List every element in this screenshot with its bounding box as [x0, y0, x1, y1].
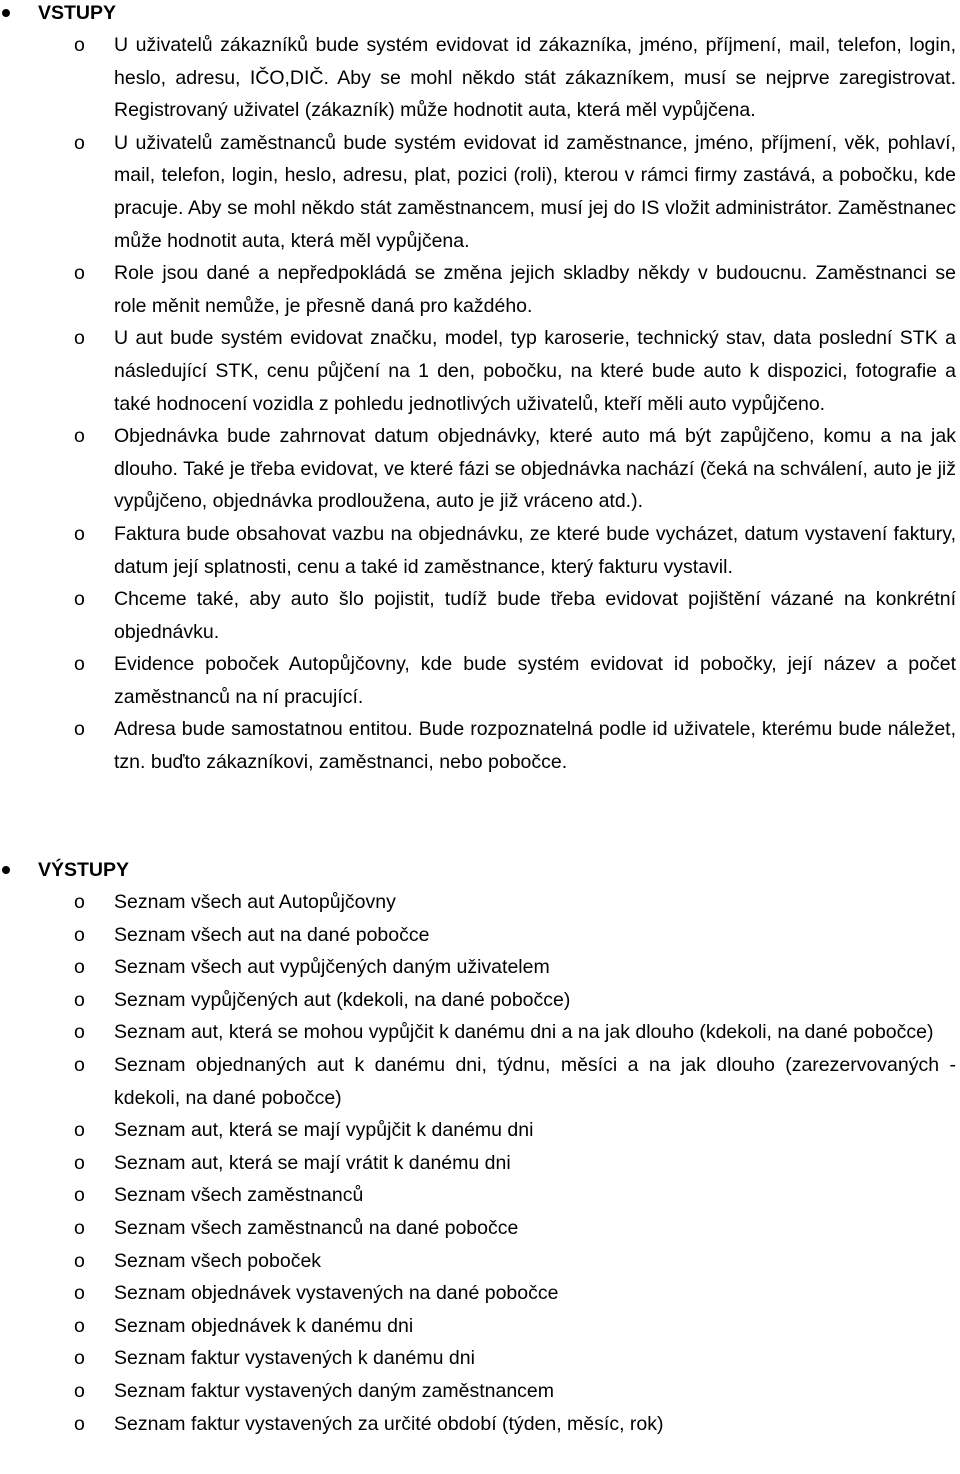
- list-item-text: Seznam faktur vystavených za určité období (týden, měsíc, rok): [114, 1412, 664, 1435]
- list-marker-icon: o: [74, 1249, 85, 1272]
- list-item-text: Seznam objednávek vystavených na dané pobočce: [114, 1282, 559, 1305]
- list-marker-icon: o: [74, 1282, 85, 1305]
- list-item-text: Seznam objednávek k danému dni: [114, 1314, 414, 1337]
- list-marker-icon: o: [74, 653, 85, 676]
- section-vystupy: [0, 854, 960, 1440]
- list-marker-icon: o: [74, 1379, 85, 1402]
- list-item: [0, 951, 960, 984]
- list-marker-icon: o: [74, 923, 85, 946]
- bullet-dot-icon: [2, 9, 10, 17]
- list-item: [0, 583, 960, 648]
- list-marker-icon: o: [74, 956, 85, 979]
- list-item-text: Seznam všech poboček: [114, 1249, 322, 1272]
- list-item-text: Seznam aut, která se mají vrátit k danému dni: [114, 1151, 511, 1174]
- list-item: [0, 518, 960, 583]
- list-item-text: Seznam faktur vystavených k danému dni: [114, 1347, 475, 1370]
- list-marker-icon: o: [74, 34, 85, 56]
- vstupy-list: [0, 29, 960, 779]
- list-item: [0, 1147, 960, 1180]
- list-item: [0, 127, 960, 257]
- list-item: [0, 648, 960, 713]
- list-item-text: U uživatelů zaměstnanců bude systém evidovat id zaměstnance, jméno, příjmení, věk, pohlaví, mail, telefon, login, heslo, adresu, plat, pozici (roli), kterou v rámci firmy zastává, a pobočku, kde pracuje. Aby se mohl někdo stát zaměstnancem, musí jej do IS vložit administrátor. Zaměstnanec může hodnotit auta, která měl vypůjčena.: [114, 131, 956, 252]
- section-heading-text: VÝSTUPY: [38, 859, 130, 881]
- list-item-text: Role jsou dané a nepředpokládá se změna jejich skladby někdy v budoucnu. Zaměstnanci se role měnit nemůže, je přesně daná pro každého.: [114, 262, 956, 317]
- bullet-dot-icon: [2, 866, 10, 874]
- list-item: [0, 1179, 960, 1212]
- list-item: [0, 1408, 960, 1441]
- list-marker-icon: o: [74, 327, 85, 350]
- section-heading: [0, 854, 960, 886]
- list-item-text: Seznam faktur vystavených daným zaměstnancem: [114, 1379, 555, 1402]
- list-item-text: Evidence poboček Autopůjčovny, kde bude systém evidovat id pobočky, její název a počet zaměstnanců na ní pracující.: [114, 653, 956, 708]
- list-item: [0, 713, 960, 778]
- list-item-text: Seznam všech aut vypůjčených daným uživatelem: [114, 956, 550, 979]
- list-marker-icon: o: [74, 1412, 85, 1435]
- list-marker-icon: o: [74, 588, 85, 611]
- list-marker-icon: o: [74, 262, 85, 285]
- list-marker-icon: o: [74, 1151, 85, 1174]
- list-item: [0, 420, 960, 518]
- list-item: [0, 1342, 960, 1375]
- list-item-text: Seznam vypůjčených aut (kdekoli, na dané pobočce): [114, 988, 571, 1011]
- list-item: [0, 322, 960, 420]
- list-item: [0, 1277, 960, 1310]
- list-item-text: Seznam všech zaměstnanců: [114, 1184, 364, 1207]
- section-heading-text: VSTUPY: [38, 2, 117, 24]
- list-marker-icon: o: [74, 1314, 85, 1337]
- list-item: [0, 919, 960, 952]
- list-item: [0, 984, 960, 1017]
- list-item-text: U aut bude systém evidovat značku, model, typ karoserie, technický stav, data poslední STK a následující STK, cenu půjčení na 1 den, pobočku, na které bude auto k dispozici, fotografie a také hodnocení vozidla z pohledu jednotlivých uživatelů, kteří měli auto vypůjčeno.: [114, 327, 956, 415]
- list-marker-icon: o: [74, 131, 85, 154]
- list-item-text: Seznam všech zaměstnanců na dané pobočce: [114, 1216, 519, 1239]
- list-marker-icon: o: [74, 1216, 85, 1239]
- section-heading: [0, 0, 960, 29]
- list-item-text: Seznam všech aut na dané pobočce: [114, 923, 430, 946]
- list-item-text: Seznam aut, která se mají vypůjčit k danému dni: [114, 1119, 534, 1142]
- list-marker-icon: o: [74, 718, 85, 741]
- list-item: [0, 1245, 960, 1278]
- list-item: [0, 1212, 960, 1245]
- list-marker-icon: o: [74, 522, 85, 545]
- list-item-text: Objednávka bude zahrnovat datum objednávky, které auto má být zapůjčeno, komu a na jak dlouho. Také je třeba evidovat, ve které fázi se objednávka nachází (čeká na schválení, auto je již vypůjčeno, objednávka prodloužena, auto je již vráceno atd.).: [114, 425, 956, 513]
- list-item-text: Chceme také, aby auto šlo pojistit, tudíž bude třeba evidovat pojištění vázané na konkrétní objednávku.: [114, 588, 956, 643]
- list-item: [0, 1114, 960, 1147]
- list-marker-icon: o: [74, 988, 85, 1011]
- list-item-text: Adresa bude samostatnou entitou. Bude rozpoznatelná podle id uživatele, kterému bude náležet, tzn. buďto zákazníkovi, zaměstnanci, nebo pobočce.: [114, 718, 956, 774]
- list-item: [0, 1049, 960, 1114]
- list-item-text: Seznam objednaných aut k danému dni, týdnu, měsíci a na jak dlouho (zarezervovaných - kdekoli, na dané pobočce): [114, 1053, 956, 1109]
- list-marker-icon: o: [74, 1347, 85, 1370]
- list-marker-icon: o: [74, 1021, 85, 1044]
- list-marker-icon: o: [74, 425, 85, 448]
- list-item-text: U uživatelů zákazníků bude systém evidovat id zákazníka, jméno, příjmení, mail, telefon, login, heslo, adresu, IČO,DIČ. Aby se mohl někdo stát zákazníkem, musí se nejprve zaregistrovat. Registrovaný uživatel (zákazník) může hodnotit auta, která měl vypůjčena.: [114, 34, 956, 122]
- vystupy-list: [0, 886, 960, 1440]
- list-item: [0, 257, 960, 322]
- list-item: [0, 886, 960, 919]
- list-item: [0, 1016, 960, 1049]
- list-item: [0, 1310, 960, 1343]
- list-marker-icon: o: [74, 891, 85, 913]
- list-item: [0, 1375, 960, 1408]
- list-item-text: Seznam všech aut Autopůjčovny: [114, 891, 396, 913]
- list-item: [0, 29, 960, 127]
- list-marker-icon: o: [74, 1119, 85, 1142]
- list-item-text: Seznam aut, která se mohou vypůjčit k danému dni a na jak dlouho (kdekoli, na dané pobočce): [114, 1021, 934, 1044]
- list-marker-icon: o: [74, 1184, 85, 1207]
- list-item-text: Faktura bude obsahovat vazbu na objednávku, ze které bude vycházet, datum vystavení faktury, datum její splatnosti, cenu a také id zaměstnance, který fakturu vystavil.: [114, 522, 956, 578]
- list-marker-icon: o: [74, 1053, 85, 1076]
